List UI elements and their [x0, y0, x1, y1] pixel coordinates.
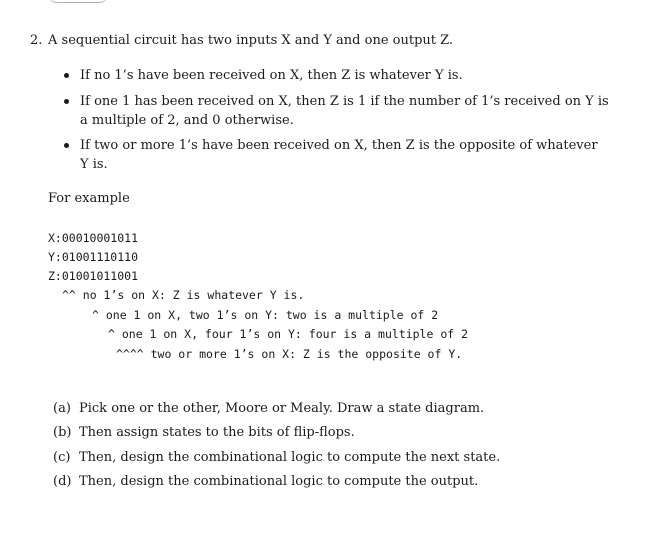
question-number: 2.: [30, 33, 43, 48]
sub-question-text: Then assign states to the bits of flip-flops.: [79, 425, 355, 440]
example-label: For example: [48, 191, 130, 206]
sub-question-label: (c): [53, 450, 71, 465]
example-annotation: ^^^^ two or more 1’s on X: Z is the opposite of Y.: [116, 347, 463, 361]
example-line-z: Z:01001011001: [48, 269, 139, 283]
rule-item: [60, 92, 610, 130]
example-line-x: X:00010001011: [48, 231, 139, 245]
sub-question-label: (b): [53, 425, 72, 440]
sub-question-c: [53, 448, 500, 468]
bullet-icon: [64, 99, 69, 104]
rule-item: [60, 136, 610, 174]
sub-question-a: [53, 399, 484, 419]
question-intro: A sequential circuit has two inputs X and Y and one output Z.: [48, 33, 454, 48]
example-annotation: ^ one 1 on X, two 1’s on Y: two is a multiple of 2: [92, 308, 439, 322]
sub-question-label: (a): [53, 401, 71, 416]
sub-question-text: Pick one or the other, Moore or Mealy. Draw a state diagram.: [79, 401, 485, 416]
sub-question-label: (d): [53, 474, 72, 489]
bullet-icon: [64, 73, 69, 78]
example-code-block: [48, 229, 608, 361]
previous-page-fragment: [0, 0, 645, 4]
bullet-icon: [64, 143, 69, 148]
sub-question-text: Then, design the combinational logic to compute the next state.: [79, 450, 501, 465]
example-line-y: Y:01001110110: [48, 250, 139, 264]
rule-text: If one 1 has been received on X, then Z is 1 if the number of 1’s received on Y is a multiple of 2, and 0 otherwise.: [80, 94, 609, 128]
sub-question-text: Then, design the combinational logic to compute the output.: [79, 474, 479, 489]
cropped-glyph: [48, 0, 108, 3]
example-annotation: ^ one 1 on X, four 1’s on Y: four is a multiple of 2: [108, 327, 469, 341]
rule-item: [60, 66, 610, 85]
example-annotation: ^^ no 1’s on X: Z is whatever Y is.: [62, 288, 305, 302]
rule-text: If two or more 1’s have been received on X, then Z is the opposite of whatever Y is.: [80, 138, 598, 172]
rule-text: If no 1’s have been received on X, then Z is whatever Y is.: [80, 68, 463, 83]
sub-question-b: [53, 423, 355, 443]
sub-question-d: [53, 472, 478, 492]
